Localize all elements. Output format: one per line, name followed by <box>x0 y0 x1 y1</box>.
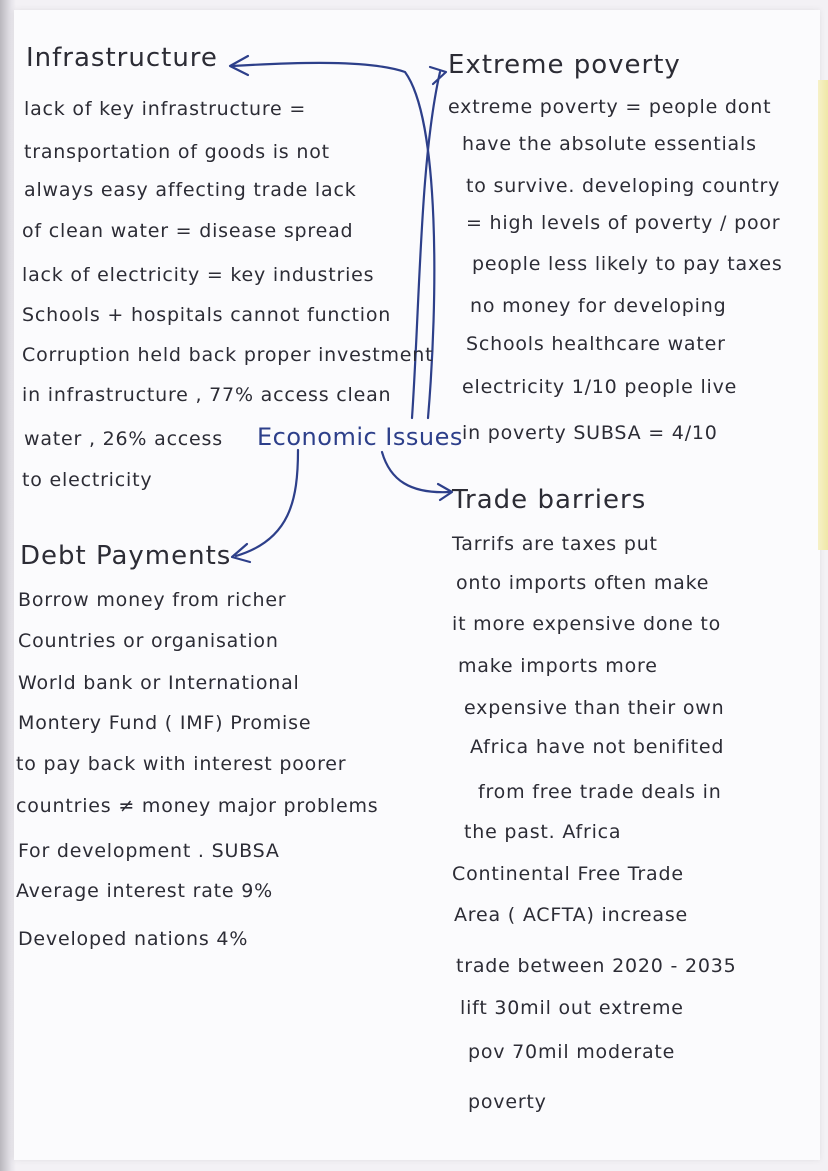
debt-payments-line: World bank or International <box>18 672 300 694</box>
extreme-poverty-line: electricity 1/10 people live <box>462 376 738 398</box>
trade-barriers-line: lift 30mil out extreme <box>460 997 684 1019</box>
extreme-poverty-line: extreme poverty = people dont <box>448 96 772 118</box>
infrastructure-line: always easy affecting trade lack <box>24 179 357 201</box>
trade-barriers-line: from free trade deals in <box>478 781 722 803</box>
infrastructure-line: water , 26% access <box>24 428 223 450</box>
center-topic: Economic Issues <box>257 423 463 451</box>
debt-payments-line: For development . SUBSA <box>18 840 280 862</box>
extreme-poverty-line: people less likely to pay taxes <box>472 253 783 275</box>
debt-payments-line: Borrow money from richer <box>18 589 287 611</box>
trade-barriers-line: Africa have not benifited <box>470 736 725 758</box>
trade-barriers-line: pov 70mil moderate <box>468 1041 676 1063</box>
extreme-poverty-line: have the absolute essentials <box>462 133 757 155</box>
extreme-poverty-line: no money for developing <box>470 295 727 317</box>
infrastructure-line: lack of key infrastructure = <box>24 98 307 120</box>
infrastructure-line: to electricity <box>22 469 153 491</box>
extreme-poverty-line: in poverty SUBSA = 4/10 <box>462 422 718 444</box>
trade-barriers-line: expensive than their own <box>464 697 725 719</box>
debt-payments-line: Montery Fund ( IMF) Promise <box>18 712 312 734</box>
trade-barriers-line: onto imports often make <box>456 572 710 594</box>
trade-barriers-line: make imports more <box>458 655 658 677</box>
trade-barriers-line: Tarrifs are taxes put <box>452 533 658 555</box>
trade-barriers-line: Area ( ACFTA) increase <box>454 904 689 926</box>
infrastructure-line: Schools + hospitals cannot function <box>22 304 392 326</box>
debt-payments-line: Average interest rate 9% <box>16 880 273 902</box>
trade-barriers-heading: Trade barriers <box>452 485 647 515</box>
debt-payments-line: countries ≠ money major problems <box>16 795 379 817</box>
debt-payments-line: to pay back with interest poorer <box>16 753 347 775</box>
extreme-poverty-heading: Extreme poverty <box>448 50 681 80</box>
infrastructure-line: lack of electricity = key industries <box>22 264 375 286</box>
debt-payments-line: Countries or organisation <box>18 630 279 652</box>
extreme-poverty-line: = high levels of poverty / poor <box>466 212 781 234</box>
infrastructure-heading: Infrastructure <box>26 43 218 73</box>
trade-barriers-line: Continental Free Trade <box>452 863 684 885</box>
debt-payments-heading: Debt Payments <box>20 541 232 571</box>
infrastructure-line: of clean water = disease spread <box>22 220 354 242</box>
arrow-to-extreme-poverty <box>412 72 440 418</box>
infrastructure-line: in infrastructure , 77% access clean <box>22 384 392 406</box>
debt-payments-line: Developed nations 4% <box>18 928 249 950</box>
extreme-poverty-line: to survive. developing country <box>466 175 781 197</box>
trade-barriers-line: it more expensive done to <box>452 613 722 635</box>
extreme-poverty-line: Schools healthcare water <box>466 333 726 355</box>
infrastructure-line: transportation of goods is not <box>24 141 330 163</box>
infrastructure-line: Corruption held back proper investment <box>22 344 434 366</box>
trade-barriers-line: the past. Africa <box>464 821 622 843</box>
trade-barriers-line: poverty <box>468 1091 547 1113</box>
arrow-to-debt-payments <box>236 450 298 556</box>
trade-barriers-line: trade between 2020 - 2035 <box>456 955 737 977</box>
